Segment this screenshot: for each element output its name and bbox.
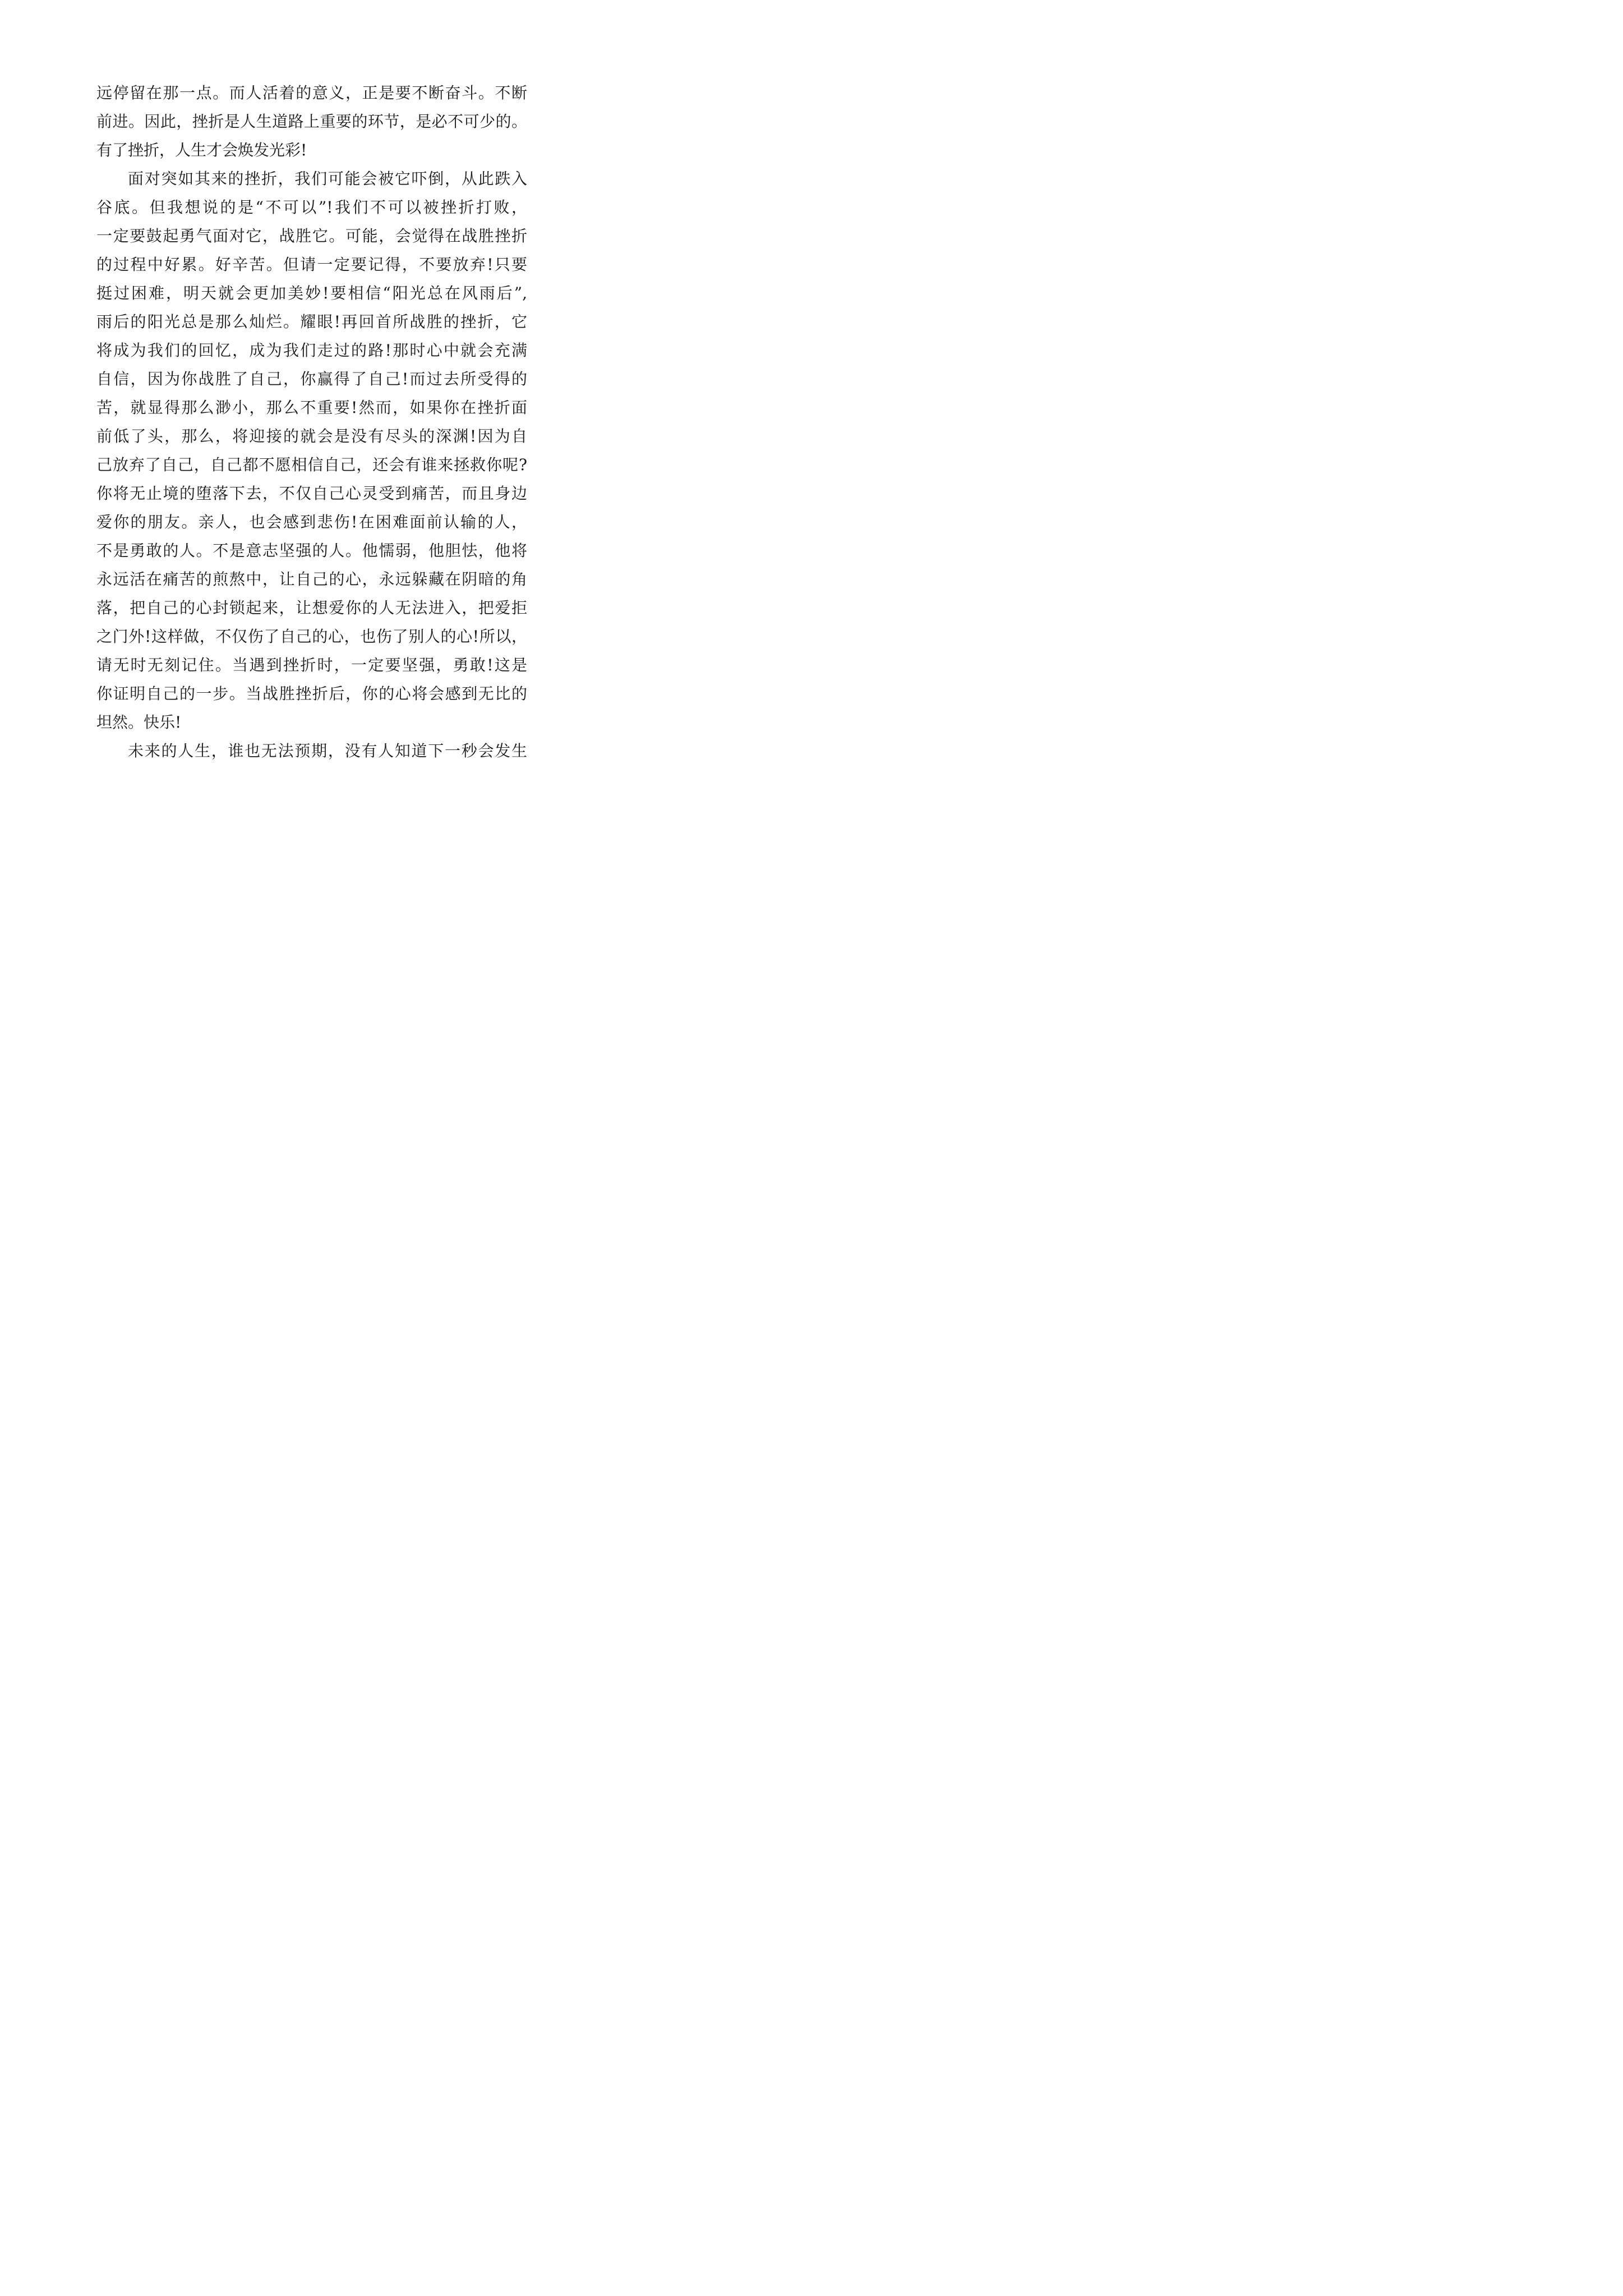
document-page [0, 0, 616, 871]
text-line: 谷底。但我想说的是“不可以”!我们不可以被挫折打败， [96, 198, 527, 217]
text-line: 永远活在痛苦的煎熬中，让自己的心，永远躲藏在阴暗的角 [96, 570, 527, 588]
text-line: 自信，因为你战胜了自己，你赢得了自己!而过去所受得的 [96, 370, 527, 388]
text-line: 挺过困难，明天就会更加美妙!要相信“阳光总在风雨后”, [96, 284, 527, 302]
text-line: 爱你的朋友。亲人，也会感到悲伤!在困难面前认输的人， [96, 513, 527, 531]
text-line: 坦然。快乐! [96, 713, 182, 731]
text-line: 雨后的阳光总是那么灿烂。耀眼!再回首所战胜的挫折，它 [96, 312, 527, 331]
text-line: 一定要鼓起勇气面对它，战胜它。可能，会觉得在战胜挫折 [96, 227, 527, 245]
text-line: 之门外!这样做，不仅伤了自己的心，也伤了别人的心!所以， [96, 627, 527, 646]
text-line: 不是勇敢的人。不是意志坚强的人。他懦弱，他胆怯，他将 [96, 541, 527, 560]
text-line: 落，把自己的心封锁起来，让想爱你的人无法进入，把爱拒 [96, 599, 527, 617]
text-line: 己放弃了自己，自己都不愿相信自己，还会有谁来拯救你呢? [96, 455, 527, 474]
text-line: 将成为我们的回忆，成为我们走过的路!那时心中就会充满 [96, 341, 527, 360]
text-line: 未来的人生，谁也无法预期，没有人知道下一秒会发生 [128, 742, 527, 760]
text-line: 你将无止境的堕落下去，不仅自己心灵受到痛苦，而且身边 [96, 484, 527, 503]
text-line: 前进。因此，挫折是人生道路上重要的环节，是必不可少的。 [96, 112, 527, 131]
text-line: 你证明自己的一步。当战胜挫折后，你的心将会感到无比的 [96, 684, 527, 703]
text-line: 的过程中好累。好辛苦。但请一定要记得，不要放弃!只要 [96, 255, 527, 274]
body-text [96, 79, 527, 765]
text-line: 前低了头，那么，将迎接的就会是没有尽头的深渊!因为自 [96, 427, 527, 445]
text-line: 面对突如其来的挫折，我们可能会被它吓倒，从此跌入 [128, 169, 527, 188]
text-line: 请无时无刻记住。当遇到挫折时，一定要坚强，勇敢!这是 [96, 656, 527, 674]
text-line: 有了挫折，人生才会焕发光彩! [96, 141, 307, 159]
text-line: 苦，就显得那么渺小，那么不重要!然而，如果你在挫折面 [96, 398, 527, 417]
text-line: 远停留在那一点。而人活着的意义，正是要不断奋斗。不断 [96, 84, 527, 102]
